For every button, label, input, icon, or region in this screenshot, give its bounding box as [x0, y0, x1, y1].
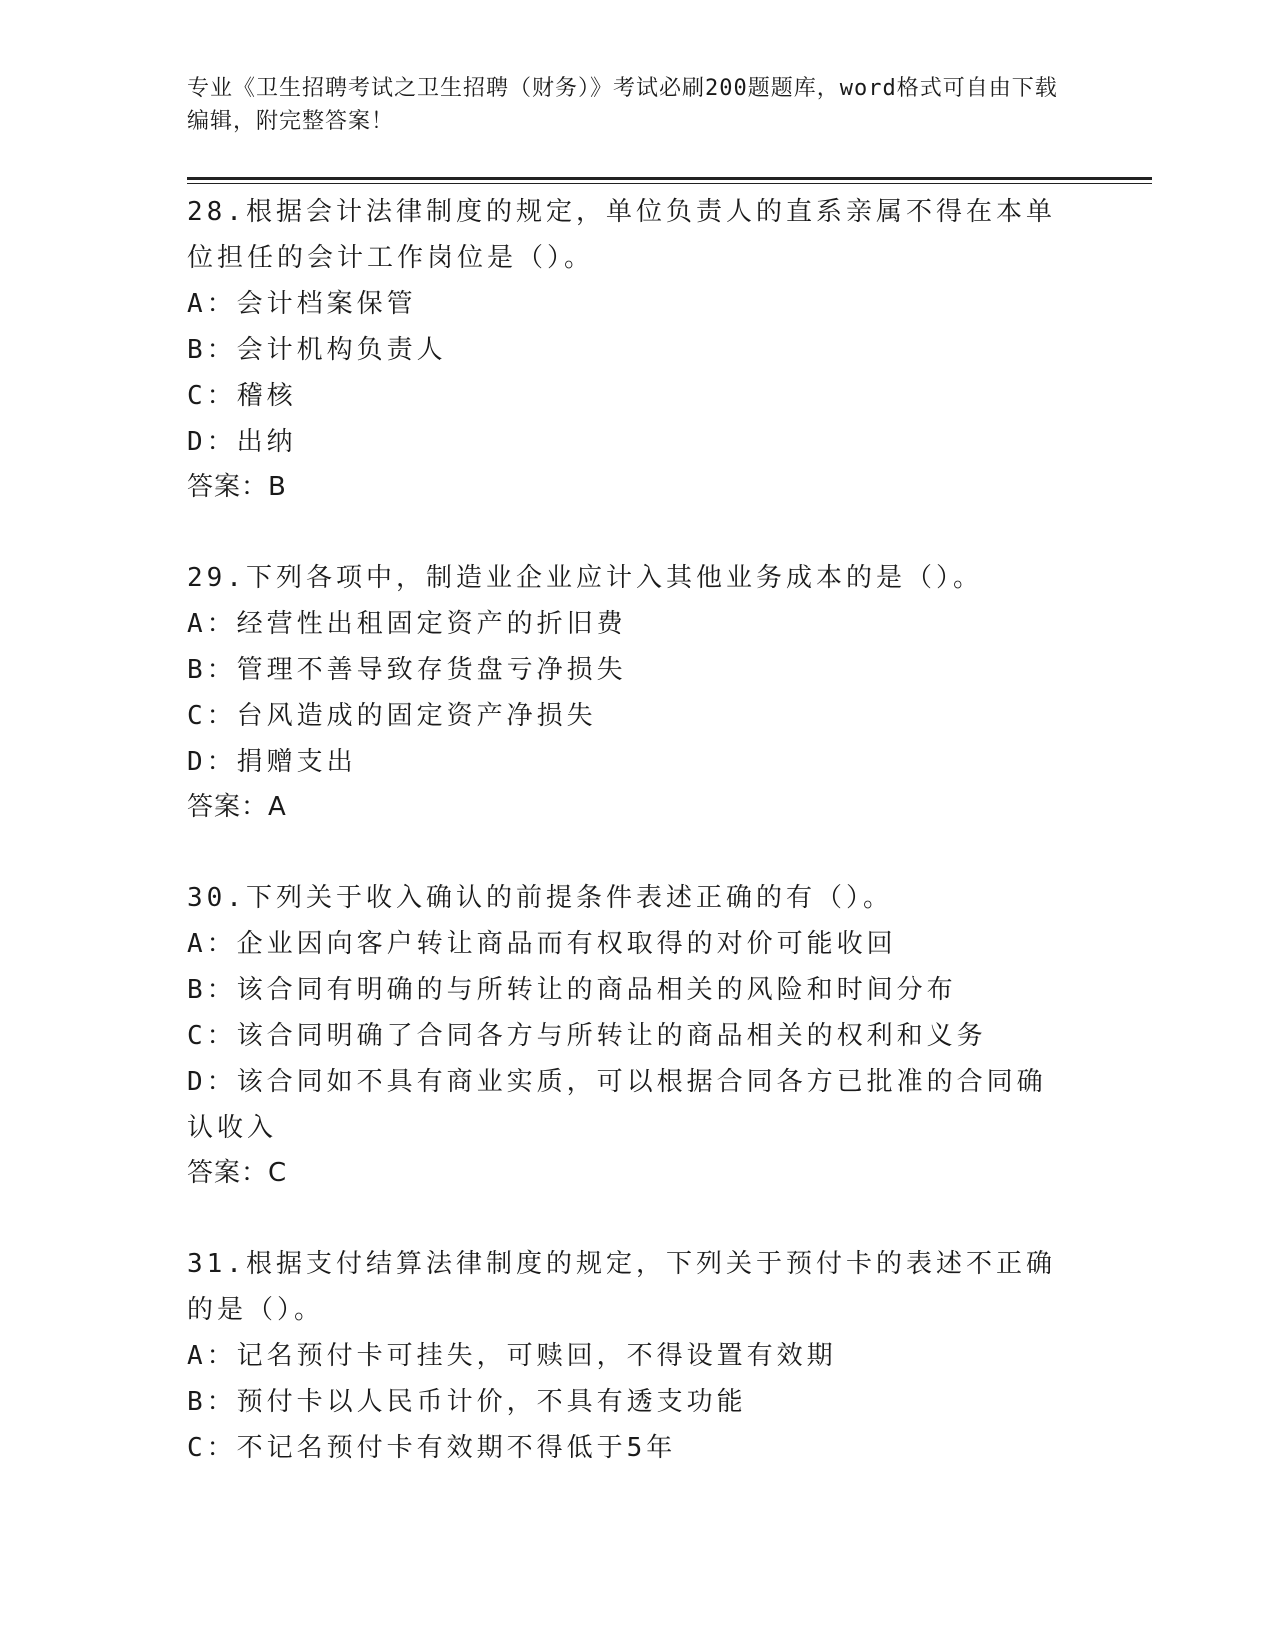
option-b: B：会计机构负责人	[187, 335, 447, 365]
option-d: D：该合同如不具有商业实质，可以根据合同各方已批准的合同确认收入	[187, 1067, 1047, 1143]
question-stem: 28.根据会计法律制度的规定，单位负责人的直系亲属不得在本单位担任的会计工作岗位是（）。	[187, 197, 1056, 273]
option-a: A：会计档案保管	[187, 289, 417, 319]
option-b: B：管理不善导致存货盘亏净损失	[187, 655, 627, 685]
option-c: C：台风造成的固定资产净损失	[187, 701, 597, 731]
header-divider-thin	[187, 183, 1152, 184]
option-c: C：该合同明确了合同各方与所转让的商品相关的权利和义务	[187, 1021, 987, 1051]
question-stem: 29.下列各项中，制造业企业应计入其他业务成本的是（）。	[187, 563, 983, 593]
question-30	[187, 875, 1087, 1195]
header-divider-thick	[187, 177, 1152, 180]
option-c: C：稽核	[187, 381, 297, 411]
option-d: D：捐赠支出	[187, 747, 357, 777]
answer-line: 答案：C	[187, 1158, 288, 1188]
option-a: A：企业因向客户转让商品而有权取得的对价可能收回	[187, 929, 897, 959]
question-stem: 30.下列关于收入确认的前提条件表述正确的有（）。	[187, 883, 893, 913]
option-c: C：不记名预付卡有效期不得低于5年	[187, 1433, 677, 1463]
question-29	[187, 555, 1087, 829]
question-31	[187, 1241, 1087, 1471]
question-list	[187, 189, 1087, 1517]
answer-line: 答案：A	[187, 792, 287, 822]
question-28	[187, 189, 1087, 509]
option-a: A：经营性出租固定资产的折旧费	[187, 609, 627, 639]
option-b: B：预付卡以人民币计价，不具有透支功能	[187, 1387, 747, 1417]
question-stem: 31.根据支付结算法律制度的规定，下列关于预付卡的表述不正确的是（）。	[187, 1249, 1056, 1325]
answer-line: 答案：B	[187, 472, 287, 502]
option-b: B：该合同有明确的与所转让的商品相关的风险和时间分布	[187, 975, 957, 1005]
option-d: D：出纳	[187, 427, 297, 457]
document-intro: 专业《卫生招聘考试之卫生招聘（财务）》考试必刷200题题库，word格式可自由下载编辑，附完整答案！	[187, 76, 1058, 134]
option-a: A：记名预付卡可挂失，可赎回，不得设置有效期	[187, 1341, 837, 1371]
